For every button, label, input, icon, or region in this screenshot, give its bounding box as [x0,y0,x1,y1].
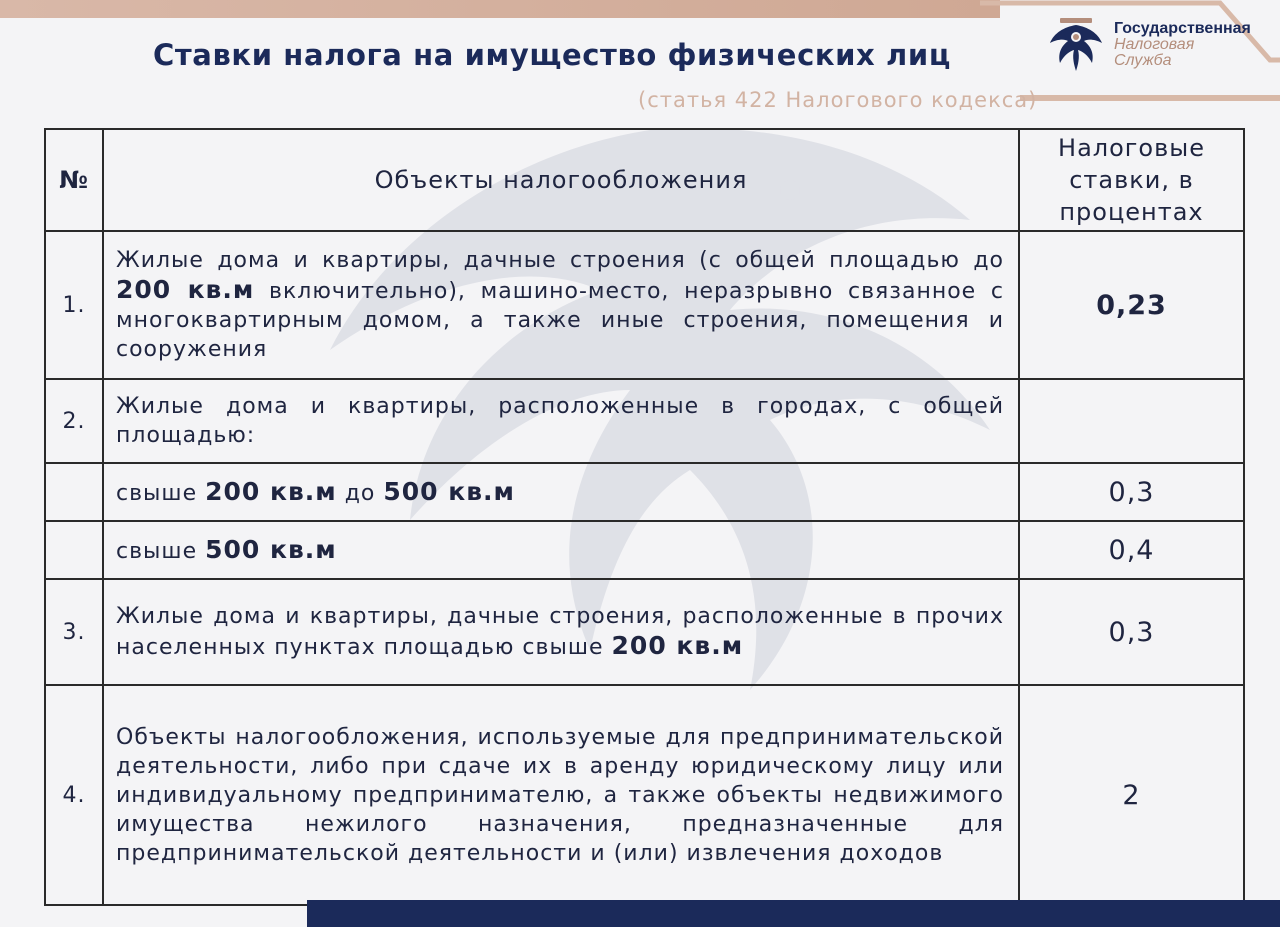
row-number: 4. [45,685,103,905]
row-number: 2. [45,379,103,463]
bottom-decorative-bar [307,900,1280,927]
row-rate: 0,3 [1019,463,1244,521]
row-object: Жилые дома и квартиры, расположенные в городах, с общей площадью: [103,379,1019,463]
row-number [45,521,103,579]
header-rate-text: Налоговые ставки, в процентах [1058,134,1205,226]
area-value: 200 кв.м [205,476,337,506]
page-subtitle: (статья 422 Налогового кодекса) [638,88,1038,112]
fns-logo [1046,10,1276,80]
area-value: 500 кв.м [205,534,337,564]
row-object [103,463,1019,521]
table-row [45,579,1244,685]
row-number [45,463,103,521]
row-object-text: до [336,480,384,506]
table-row [45,231,1244,379]
header-number: № [45,129,103,231]
row-rate: 0,23 [1019,231,1244,379]
header-objects: Объекты налогообложения [103,129,1019,231]
area-value: 200 кв.м [116,275,255,304]
eagle-emblem-icon [1046,15,1106,75]
row-object-text: Жилые дома и квартиры, дачные строения (с общей площадью до [116,248,1004,273]
row-object: Объекты налогообложения, используемые для предпринимательской деятельности, либо при сдаче их в аренду юридическому лицу или индивидуальному предпринимателю, а также объекты недвижимого имущества нежилого назначения, предназначенные для предпринимательской деятельности и (или) извлечения доходов [103,685,1019,905]
table-row [45,379,1244,463]
table-row [45,463,1244,521]
row-object-text: Жилые дома и квартиры, дачные строения, расположенные в прочих населенных пунктах площадью свыше [116,604,1004,660]
row-object [103,521,1019,579]
table-row [45,685,1244,905]
logo-line-2: Налоговая [1114,36,1195,53]
table-row [45,521,1244,579]
row-rate: 2 [1019,685,1244,905]
row-object [103,231,1019,379]
tax-rates-table [44,128,1245,906]
row-number: 1. [45,231,103,379]
top-decorative-band [0,0,1000,18]
logo-line-3: Служба [1114,52,1172,69]
row-object-text: свыше [116,480,206,506]
area-value: 500 кв.м [383,476,515,506]
row-object [103,579,1019,685]
header-rate [1019,129,1244,231]
row-rate: 0,3 [1019,579,1244,685]
row-number: 3. [45,579,103,685]
logo-line-1: Государственная [1114,20,1251,37]
row-rate: 0,4 [1019,521,1244,579]
row-object-text: свыше [116,538,206,564]
table-header-row [45,129,1244,231]
page-title: Ставки налога на имущество физических лиц [153,38,951,72]
area-value: 200 кв.м [611,631,744,660]
row-rate [1019,379,1244,463]
row-object-text: включительно), машино-место, неразрывно связанное с многоквартирным домом, а также иные строения, помещения и сооружения [116,279,1004,362]
